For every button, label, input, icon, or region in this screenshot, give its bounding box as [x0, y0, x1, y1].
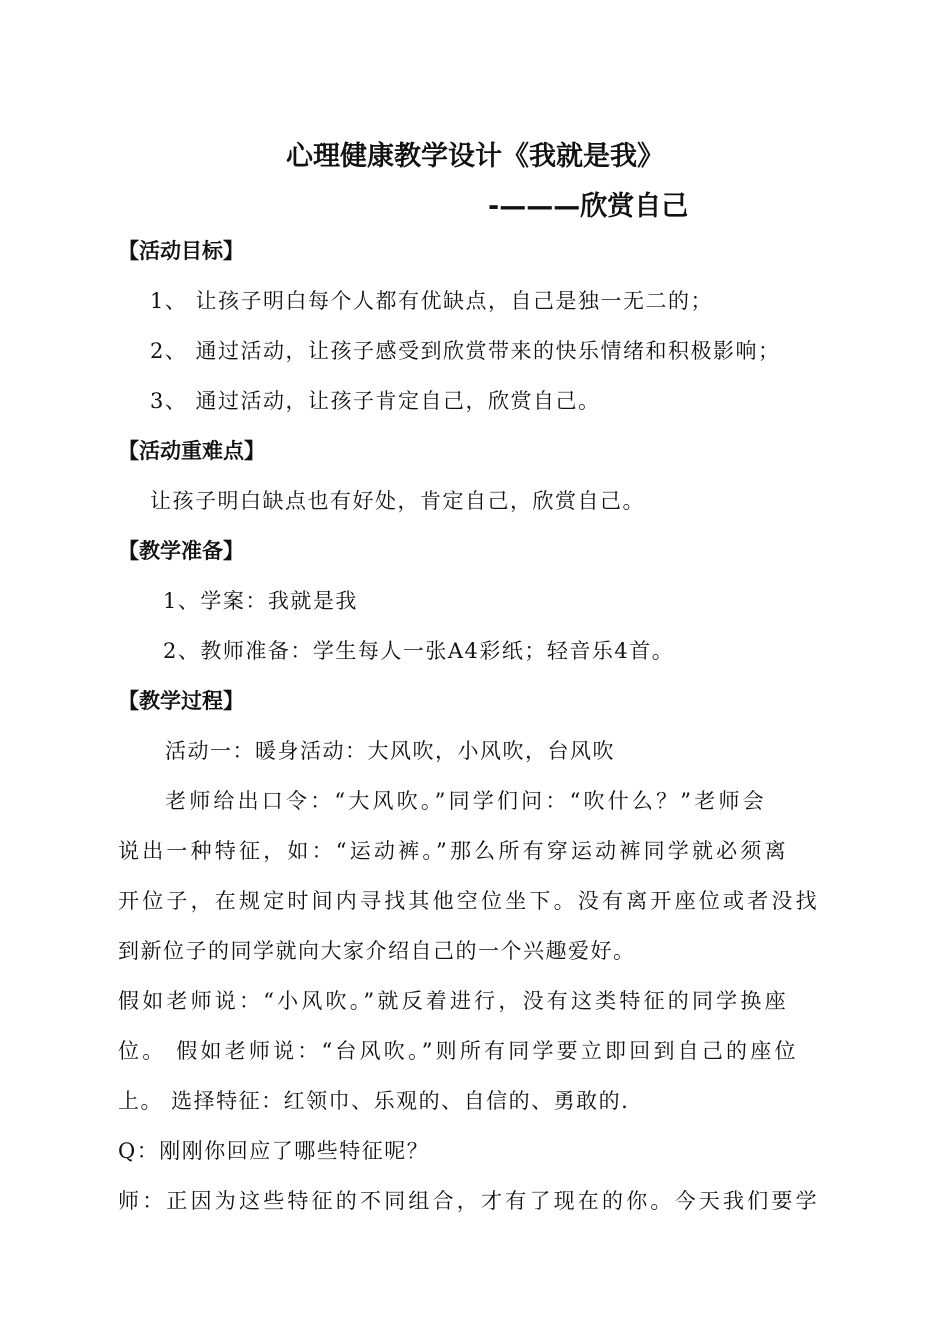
- paragraph-line: 说出一种特征，如：“运动裤。”那么所有穿运动裤同学就必须离: [118, 839, 789, 863]
- preparation-item-2: 2、教师准备：学生每人一张A4彩纸；轻音乐4首。: [163, 639, 675, 663]
- paragraph-line: 上。 选择特征：红领巾、乐观的、自信的、勇敢的.: [118, 1089, 630, 1113]
- goal-item-3: 3、 通过活动，让孩子肯定自己，欣赏自己。: [150, 389, 601, 413]
- paragraph-line: 老师给出口令：“大风吹。”同学们问：“吹什么？”老师会: [165, 789, 767, 813]
- paragraph-line: 师：正因为这些特征的不同组合，才有了现在的你。今天我们要学: [118, 1189, 820, 1213]
- paragraph-line: Q：刚刚你回应了哪些特征呢？: [118, 1139, 430, 1163]
- preparation-item-1: 1、学案：我就是我: [163, 589, 358, 613]
- paragraph-line: 到新位子的同学就向大家介绍自己的一个兴趣爱好。: [118, 939, 636, 963]
- activity-title: 活动一：暖身活动：大风吹，小风吹，台风吹: [165, 739, 615, 763]
- section-heading-preparation: 【教学准备】: [118, 539, 244, 563]
- document-title: 心理健康教学设计《我就是我》: [286, 141, 664, 172]
- section-heading-key-points: 【活动重难点】: [118, 439, 265, 463]
- paragraph-line: 假如老师说：“小风吹。”就反着进行，没有这类特征的同学换座: [118, 989, 789, 1013]
- document-subtitle: -———欣赏自己: [488, 191, 689, 222]
- paragraph-line: 开位子，在规定时间内寻找其他空位坐下。没有离开座位或者没找: [118, 889, 820, 913]
- section-heading-process: 【教学过程】: [118, 689, 244, 713]
- section-heading-goals: 【活动目标】: [118, 239, 244, 263]
- goal-item-1: 1、 让孩子明白每个人都有优缺点，自己是独一无二的；: [150, 289, 714, 313]
- paragraph-line: 位。 假如老师说：“台风吹。”则所有同学要立即回到自己的座位: [118, 1039, 799, 1063]
- key-points-text: 让孩子明白缺点也有好处，肯定自己，欣赏自己。: [150, 489, 645, 513]
- goal-item-2: 2、 通过活动，让孩子感受到欣赏带来的快乐情绪和积极影响；: [150, 339, 781, 363]
